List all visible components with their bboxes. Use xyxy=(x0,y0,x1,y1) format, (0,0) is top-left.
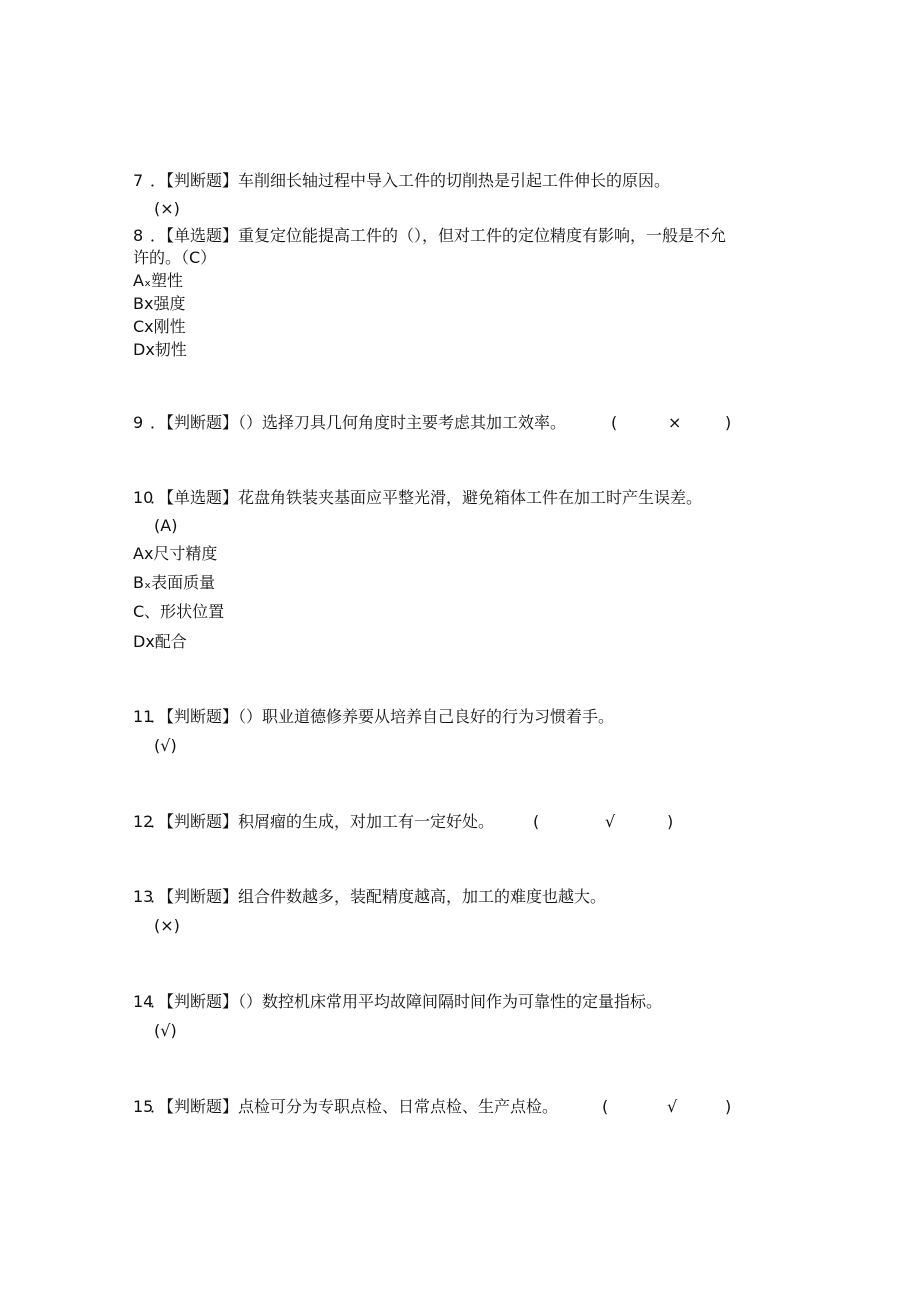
question-stem: ．【判断题】（）数控机床常用平均故障间隔时间作为可靠性的定量指标。 xyxy=(150,992,663,1011)
answer-mark: √ xyxy=(667,1097,678,1116)
question-stem: ．【单选题】重复定位能提高工件的（），但对工件的定位精度有影响，一般是不允 xyxy=(150,226,727,245)
answer-open-paren: ( xyxy=(533,812,540,831)
answer-open-paren: ( xyxy=(602,1097,609,1116)
question-answer: (×) xyxy=(154,199,180,218)
option-d: Dx韧性 xyxy=(133,340,187,359)
question-stem: ．【判断题】（）选择刀具几何角度时主要考虑其加工效率。 xyxy=(150,413,567,432)
question-number: 7 xyxy=(133,171,144,190)
question-number: 8 xyxy=(133,226,144,245)
option-b: Bx强度 xyxy=(133,294,186,313)
option-a: Ax尺寸精度 xyxy=(133,544,218,563)
question-stem: ．【判断题】积屑瘤的生成，对加工有一定好处。 xyxy=(150,812,495,831)
question-stem: ．【判断题】车削细长轴过程中导入工件的切削热是引起工件伸长的原因。 xyxy=(150,171,671,190)
question-answer: (√) xyxy=(154,1021,177,1040)
answer-close-paren: ) xyxy=(725,413,732,432)
question-answer: (√) xyxy=(154,736,177,755)
option-c: Cx刚性 xyxy=(133,317,186,336)
question-number: 14 xyxy=(133,992,154,1011)
option-d: Dx配合 xyxy=(133,632,187,651)
question-answer: (×) xyxy=(154,916,180,935)
question-stem-continued: 许的。（C） xyxy=(133,248,217,267)
question-number: 12 xyxy=(133,812,154,831)
question-number: 10 xyxy=(133,488,154,507)
option-b: Bₓ表面质量 xyxy=(133,573,216,592)
answer-close-paren: ) xyxy=(725,1097,732,1116)
answer-open-paren: ( xyxy=(611,413,618,432)
question-number: 13 xyxy=(133,887,154,906)
question-answer: (A) xyxy=(154,516,178,535)
question-number: 9 xyxy=(133,413,144,432)
answer-close-paren: ) xyxy=(667,812,674,831)
question-number: 15 xyxy=(133,1097,154,1116)
question-stem: ．【单选题】花盘角铁装夹基面应平整光滑，避免箱体工件在加工时产生误差。 xyxy=(150,488,703,507)
question-stem: ．【判断题】组合件数越多，装配精度越高，加工的难度也越大。 xyxy=(150,887,607,906)
option-a: Aₓ塑性 xyxy=(133,271,184,290)
question-stem: ．【判断题】点检可分为专职点检、日常点检、生产点检。 xyxy=(150,1097,559,1116)
question-number: 11 xyxy=(133,707,154,726)
question-stem: ．【判断题】（）职业道德修养要从培养自己良好的行为习惯着手。 xyxy=(150,707,615,726)
option-c: C、形状位置 xyxy=(133,602,225,621)
answer-mark: √ xyxy=(605,812,616,831)
answer-mark: × xyxy=(668,413,682,432)
